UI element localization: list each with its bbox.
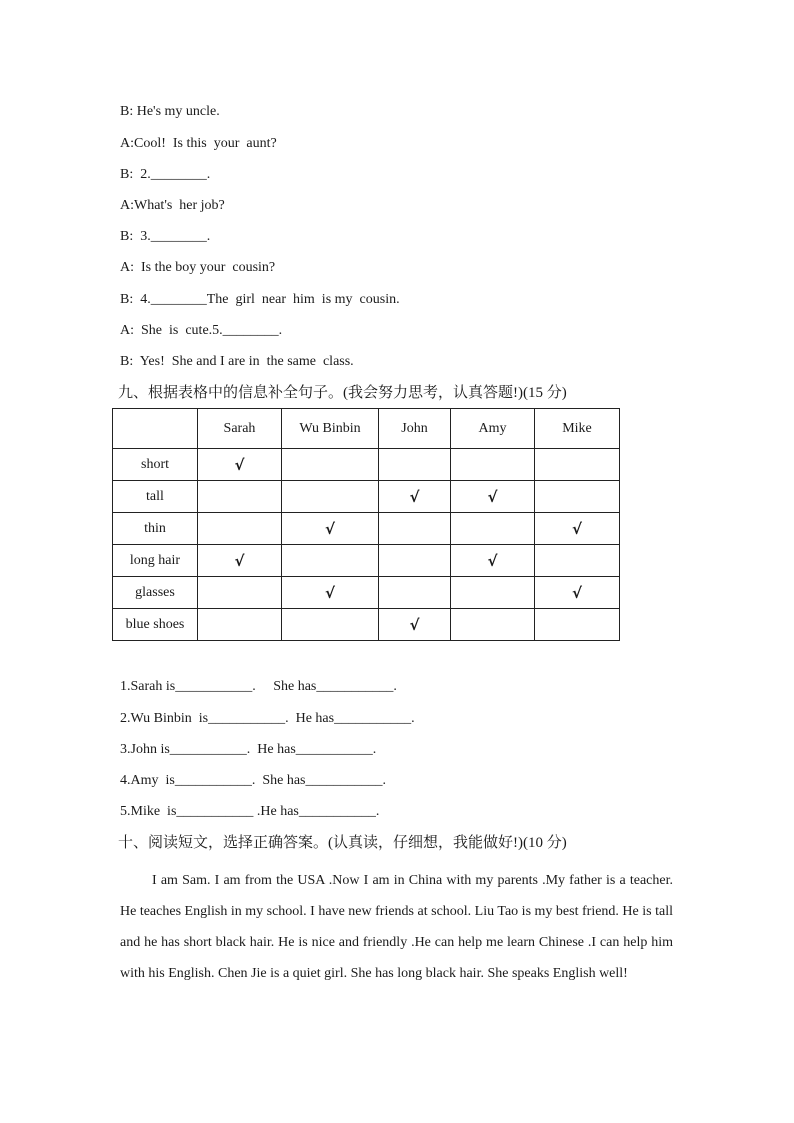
header-cell: Amy [451,409,535,449]
header-cell: John [379,409,451,449]
row-label: long hair [113,545,198,577]
dialogue-line: B: 3.________. [120,229,211,244]
check-mark-cell [198,481,282,513]
check-mark-cell: √ [535,577,620,609]
check-mark-cell [198,577,282,609]
check-mark-cell: √ [451,481,535,513]
check-mark-cell [282,545,379,577]
section-10-title: 十、阅读短文，选择正确答案。(认真读，仔细想，我能做好!)(10 分) [118,835,567,851]
table-row [113,449,620,481]
header-cell: Sarah [198,409,282,449]
section-9-title: 九、根据表格中的信息补全句子。(我会努力思考，认真答题!)(15 分) [118,385,567,401]
row-label: blue shoes [113,609,198,641]
table-row [113,513,620,545]
header-cell: Mike [535,409,620,449]
dialogue-line: A: Is the boy your cousin? [120,260,276,275]
check-mark-cell [451,577,535,609]
row-label: tall [113,481,198,513]
sentence-line: 1.Sarah is___________. She has___________. [120,679,397,694]
check-mark-cell [282,609,379,641]
sentence-line: 4.Amy is___________. She has___________. [120,773,386,788]
check-mark-cell [379,577,451,609]
check-mark-cell: √ [451,545,535,577]
table-row [113,545,620,577]
check-mark-cell [535,449,620,481]
dialogue-line: B: 2.________. [120,167,211,182]
check-mark-cell: √ [379,481,451,513]
check-mark-cell [198,513,282,545]
sentence-line: 2.Wu Binbin is___________. He has___________. [120,711,415,726]
check-mark-cell: √ [198,449,282,481]
check-mark-cell [451,513,535,545]
check-mark-cell [379,513,451,545]
header-cell [113,409,198,449]
check-mark-cell [282,449,379,481]
check-mark-cell [535,545,620,577]
check-mark-cell: √ [535,513,620,545]
check-mark-cell [282,481,379,513]
check-mark-cell [535,481,620,513]
check-mark-cell: √ [282,577,379,609]
check-mark-cell [451,609,535,641]
check-mark-cell [535,609,620,641]
table-row [113,577,620,609]
check-mark-cell [451,449,535,481]
row-label: thin [113,513,198,545]
sentence-line: 3.John is___________. He has___________. [120,742,377,757]
sentence-line: 5.Mike is___________ .He has___________. [120,804,380,819]
check-mark-cell: √ [282,513,379,545]
row-label: glasses [113,577,198,609]
reading-passage: I am Sam. I am from the USA .Now I am in China with my parents .My father is a teacher. He teaches English in my school. I have new friends at school. Liu Tao is my best friend. He is tall and he has short black hair. He is nice and friendly .He can help me learn Chinese .I can help him with his English. Chen Jie is a quiet girl. She has long black hair. She speaks English well! [120,873,673,981]
table-row [113,609,620,641]
dialogue-line: B: Yes! She and I are in the same class. [120,354,354,369]
dialogue-line: A:Cool! Is this your aunt? [120,136,277,151]
dialogue-line: B: 4.________The girl near him is my cousin. [120,292,400,307]
dialogue-line: B: He's my uncle. [120,104,220,119]
check-mark-cell [379,449,451,481]
check-mark-cell [198,609,282,641]
row-label: short [113,449,198,481]
check-mark-cell: √ [379,609,451,641]
header-cell: Wu Binbin [282,409,379,449]
table-header-row [113,409,620,449]
table-row [113,481,620,513]
info-table [112,408,620,641]
check-mark-cell [379,545,451,577]
dialogue-line: A:What's her job? [120,198,225,213]
check-mark-cell: √ [198,545,282,577]
dialogue-line: A: She is cute.5.________. [120,323,283,338]
